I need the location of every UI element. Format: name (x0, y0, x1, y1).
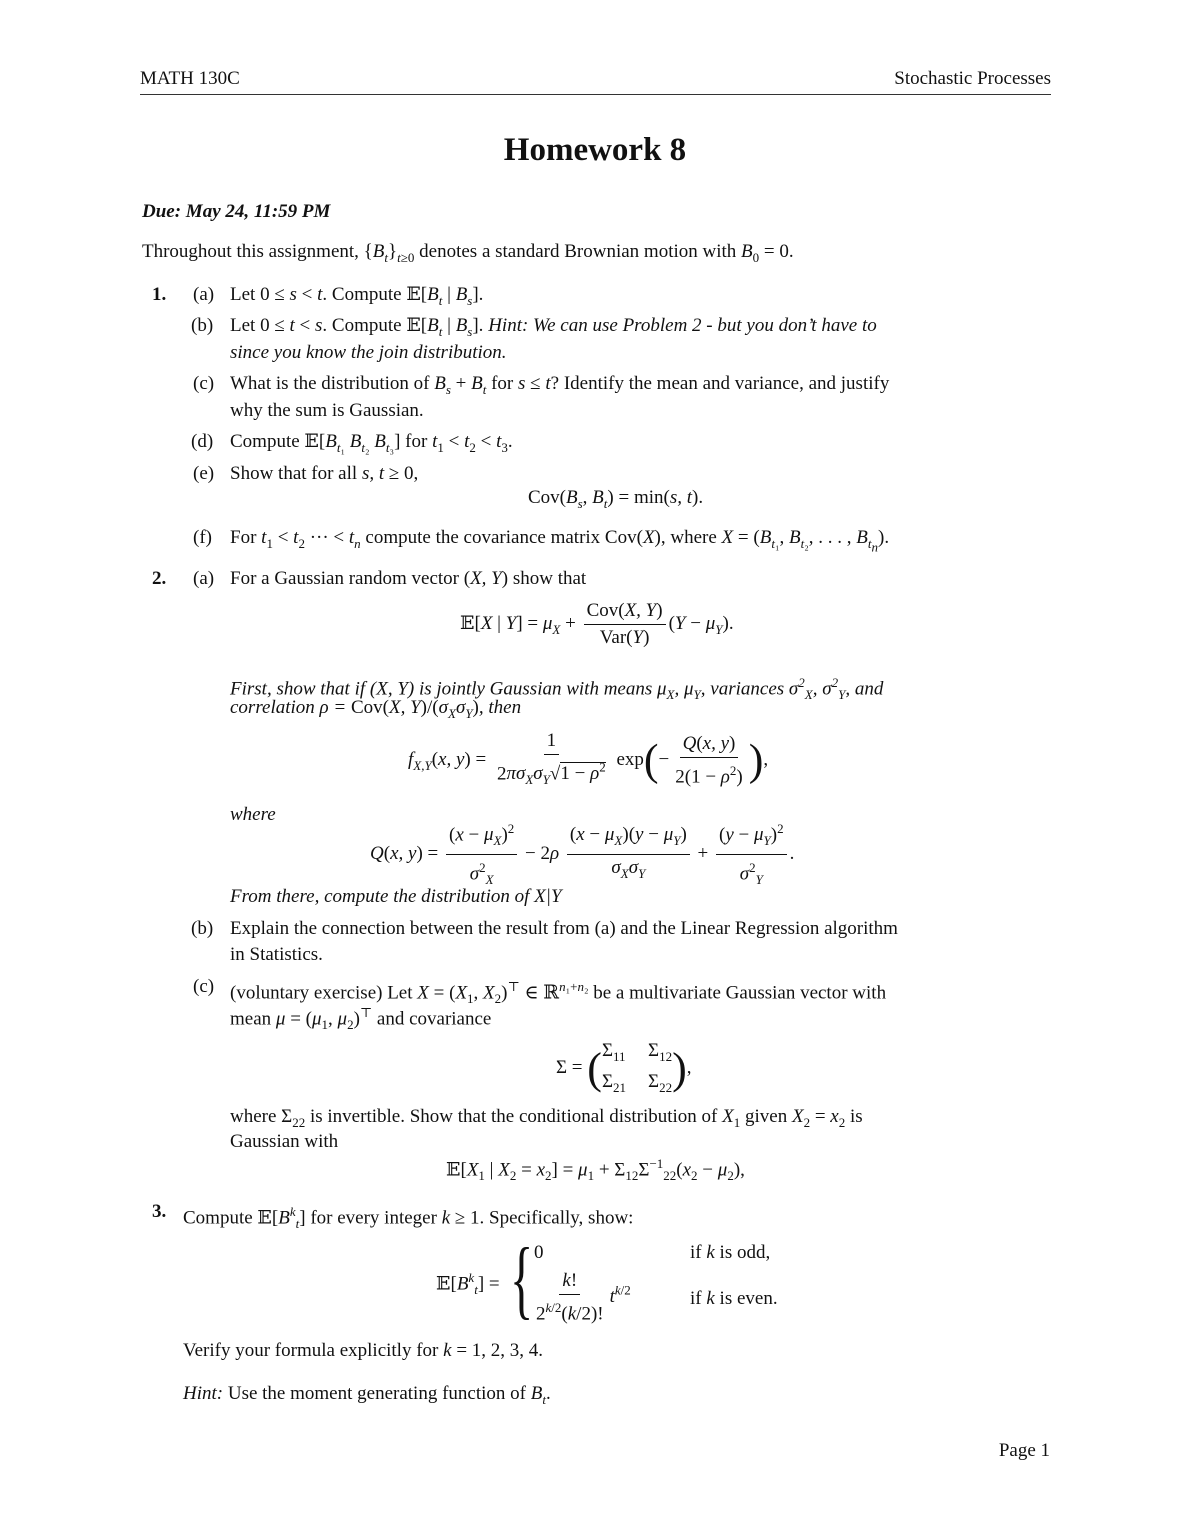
header-rule (140, 94, 1051, 95)
p2a-note-where: where (230, 804, 276, 825)
p2a-text: For a Gaussian random vector (X, Y) show that (230, 568, 587, 589)
p2c-label: (c) (193, 976, 215, 997)
p1c-label: (c) (193, 373, 215, 394)
p3-text: Compute $𝔼[B^k_t]$ for every integer k ≥ 1. Specifically, show: (183, 1204, 634, 1232)
problem-1-number: 1. (152, 284, 167, 305)
p1b-label: (b) (191, 315, 214, 336)
p2a-note-from-there: From there, compute the distribution of X|Y (230, 886, 562, 907)
p2c-text-cont: mean $\mu = (\mu_1$, $\mu_2)^⊤$ and covariance (230, 1005, 492, 1033)
p2a-equation-conditional-mean: 𝔼[X | $Y] = \mu_X$ + $\frac{\text{Cov(X, Y)}}{\text{Var(Y)}}$ $(Y - \mu_Y)$. (460, 600, 734, 648)
intro-text: Throughout this assignment, $\{B_t\}_{t\ge 0}$ denotes a standard Brownian motion with $B_0 = 0$. (142, 241, 794, 265)
p2a-equation-Q: Q(x, y) = $\frac{(x - \mu_X)^2}{\sigma^2_X}$ − 2ρ $\frac{(x - \mu_X)(y - \mu_Y)}{\sigma_X\sigma_Y}$ + $\frac{(y - \mu_Y)^2}{\sigma^2_Y}$ . (370, 818, 794, 891)
p2c-text: (voluntary exercise) Let $X = (X_1$, $X_2)^⊤$ ∈ ℝ$^{n_1+n_2}$ be a multivariate Gaussian vector with (230, 979, 887, 1007)
p2b-text-cont: in Statistics. (230, 944, 323, 965)
page-number: Page 1 (998, 1440, 1050, 1461)
p3-case-even-value: $\frac{k!}{2^{k/2}(k/2)!}$ $t^{k/2}$ (536, 1270, 631, 1325)
p1d-text: Compute $𝔼[B_{t_1}$ $B_{t_2}$ $B_{t_3}$] for $t_1 < t_2 < t_3$. (230, 431, 513, 455)
p2c-covariance-matrix: Σ = ( $\Sigma_{11}$ $\Sigma_{12}$ $\Sigma_{21}$ $\Sigma_{22}$ ), (556, 1040, 692, 1095)
p2a-note-1: First, show that if (X, Y) is jointly Gaussian with means $\mu_X$, $\mu_Y$, variances $\sigma^2_X$, $\sigma^2_Y$, and (230, 675, 884, 703)
p2a-note-1-cont: correlation ρ = Cov(X, $Y)/(\sigma_X\sigma_Y)$, then (230, 697, 522, 721)
p1e-label: (e) (193, 463, 215, 484)
p3-case-odd-value: 0 (534, 1242, 544, 1263)
p2a-equation-density: $f_{X,Y}(x$, y) = $\frac{1}{2\pi\sigma_X\sigma_Y√1 - \rho^2}$ exp(− $\frac{Q(x, y)}{2(1 - \rho^2)}$ ), (408, 730, 769, 788)
course-label: MATH 130C (140, 68, 240, 89)
p2b-text: Explain the connection between the result from (a) and the Linear Regression algorithm (230, 918, 898, 939)
p1e-text: Show that for all s, t ≥ 0, (230, 463, 419, 484)
p3-case-odd-cond: if k is odd, (690, 1242, 771, 1263)
page-title: Homework 8 (503, 132, 687, 168)
p3-brace: { (510, 1231, 534, 1328)
p1c-text-cont: why the sum is Gaussian. (230, 400, 424, 421)
p2c-after-cont: Gaussian with (230, 1131, 339, 1152)
p3-hint-label: Hint: (183, 1383, 224, 1404)
due-date: Due: May 24, 11:59 PM (142, 201, 331, 222)
p3-verify: Verify your formula explicitly for k = 1, 2, 3, 4. (183, 1340, 544, 1361)
p1e-equation: $Cov(B_s$, $B_t) = \min(s$, t). (528, 487, 704, 511)
p1d-label: (d) (191, 431, 214, 452)
p3-lhs: $𝔼[B^k_t]$ = (436, 1270, 500, 1298)
p3-case-even-cond: if k is even. (690, 1288, 778, 1309)
p1f-label: (f) (193, 527, 212, 548)
p2a-label: (a) (193, 568, 215, 589)
p1a-label: (a) (193, 284, 215, 305)
course-subject: Stochastic Processes (894, 68, 1051, 89)
p1b-hint-cont: since you know the join distribution. (230, 342, 507, 363)
p1f-text: For $t_1 < t_2$ ··· < $t_n$ compute the covariance matrix Cov(X), where $X = (B_{t_1}$, $B_{t_2}$, . . . , $B_{t_n}$). (230, 527, 890, 555)
problem-3-number: 3. (152, 1201, 167, 1222)
p2c-after: where $\Sigma_{22}$ is invertible. Show that the conditional distribution of $X_1$ given $X_2 = x_2$ is (230, 1106, 863, 1130)
p2c-conditional-mean: $𝔼[X_1$ | $X_2 = x_2] = \mu_1 + \Sigma_{12}\Sigma^{-1}_{22}(x_2 - \mu_2)$, (446, 1156, 745, 1184)
problem-2-number: 2. (152, 568, 167, 589)
p1c-text: What is the distribution of $B_s + B_t$ for s ≤ t? Identify the mean and variance, and justify (230, 373, 890, 397)
p2b-label: (b) (191, 918, 214, 939)
p1b-text: Let 0 ≤ t < s. Compute $𝔼[B_t$ | $B_s$]. Hint: We can use Problem 2 - but you don’t have to (230, 315, 877, 339)
p1a-text: Let 0 ≤ s < t. Compute $𝔼[B_t$ | $B_s$]. (230, 284, 484, 308)
p3-hint: Hint: Use the moment generating function of $B_t$. (183, 1383, 551, 1407)
